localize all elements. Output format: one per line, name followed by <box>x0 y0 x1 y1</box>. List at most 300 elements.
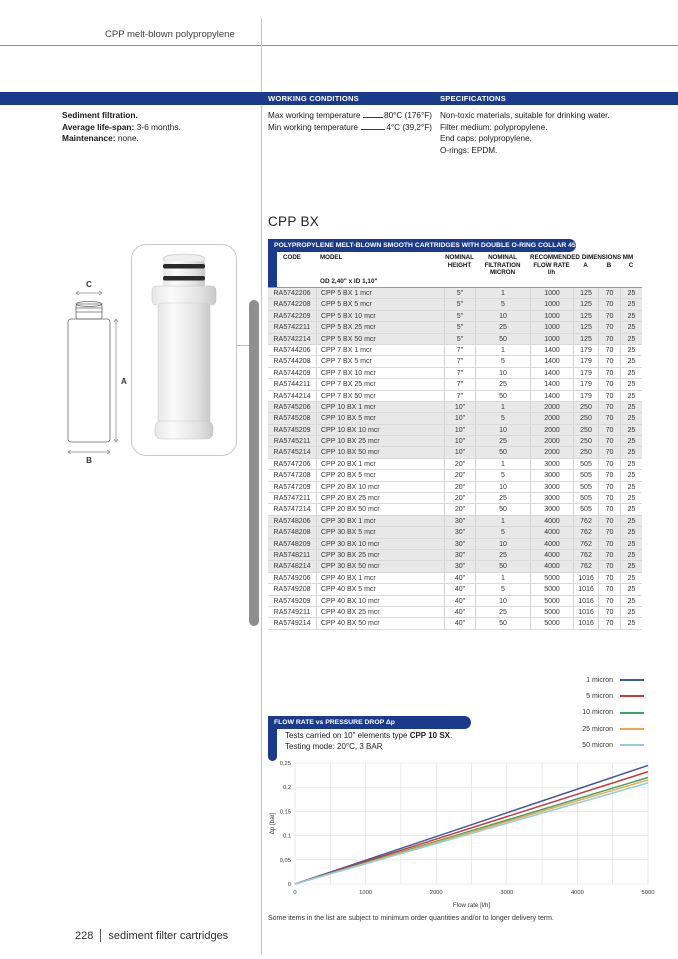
table-cell: 762 <box>573 550 598 560</box>
chart-title-bar: FLOW RATE vs PRESSURE DROP Δp <box>268 716 471 729</box>
intro-block <box>62 110 247 145</box>
legend-label: 25 micron <box>582 725 613 733</box>
table-cell: 70 <box>598 516 620 526</box>
table-row <box>268 345 642 356</box>
table-cell: CPP 5 BX 1 mcr <box>316 288 444 298</box>
table-cell: 2000 <box>530 413 573 423</box>
svg-text:Flow rate [l/h]: Flow rate [l/h] <box>452 902 491 909</box>
table-cell: CPP 7 BX 10 mcr <box>316 368 444 378</box>
svg-text:0,05: 0,05 <box>279 857 291 864</box>
table-cell: 20" <box>444 459 475 469</box>
table-cell: 70 <box>598 311 620 321</box>
col-header-height: NOMINAL HEIGHT <box>445 254 474 269</box>
table-cell: 179 <box>573 356 598 366</box>
table-cell: 25 <box>620 516 642 526</box>
table-cell: 70 <box>598 368 620 378</box>
table-cell: 20" <box>444 504 475 514</box>
table-cell: 70 <box>598 527 620 537</box>
table-cell: 70 <box>598 379 620 389</box>
table-cell: 250 <box>573 413 598 423</box>
col-header-flow: RECOMMENDED FLOW RATE l/h <box>530 254 580 277</box>
table-cell: 20" <box>444 482 475 492</box>
table-cell: 1400 <box>530 356 573 366</box>
legend-swatch <box>620 679 644 681</box>
table-cell: 250 <box>573 402 598 412</box>
table-cell: 25 <box>620 402 642 412</box>
page-footer <box>75 929 228 942</box>
page-number: 228 <box>75 929 94 942</box>
table-cell: 25 <box>620 539 642 549</box>
table-cell: 70 <box>598 322 620 332</box>
table-row <box>268 573 642 584</box>
table-cell: 25 <box>475 436 530 446</box>
table-cell: 30" <box>444 561 475 571</box>
svg-text:0: 0 <box>287 882 291 888</box>
table-cell: 505 <box>573 482 598 492</box>
table-cell: 40" <box>444 584 475 594</box>
intro-line: Average life-span: 3-6 months. <box>62 121 181 132</box>
table-cell: 10" <box>444 402 475 412</box>
table-cell: 179 <box>573 379 598 389</box>
table-cell: 25 <box>620 322 642 332</box>
table-cell: RA5742214 <box>273 335 311 343</box>
product-photo-frame <box>131 244 237 456</box>
table-cell: 70 <box>598 436 620 446</box>
table-cell: 25 <box>620 334 642 344</box>
table-cell: 3000 <box>530 482 573 492</box>
table-cell: CPP 10 BX 25 mcr <box>316 436 444 446</box>
table-row <box>268 527 642 538</box>
intro-title: Sediment filtration. <box>62 110 138 120</box>
table-cell: CPP 20 BX 1 mcr <box>316 459 444 469</box>
col-header-model: MODEL <box>320 254 343 261</box>
table-cell: RA5744208 <box>273 358 311 366</box>
table-cell: 179 <box>573 391 598 401</box>
table-cell: RA5749206 <box>273 574 311 582</box>
table-cell: 1 <box>475 345 530 355</box>
table-cell: 70 <box>598 550 620 560</box>
table-cell: 1016 <box>573 596 598 606</box>
table-cell: RA5749208 <box>273 586 311 594</box>
svg-text:4000: 4000 <box>570 890 584 896</box>
table-cell: CPP 20 BX 50 mcr <box>316 504 444 514</box>
legend-label: 5 micron <box>586 692 613 700</box>
legend-label: 10 micron <box>582 709 613 717</box>
table-cell: RA5748209 <box>273 540 311 548</box>
spec-line: O-rings: EPDM. <box>440 145 498 155</box>
table-cell: RA5745206 <box>273 403 311 411</box>
table-cell: 70 <box>598 459 620 469</box>
table-cell: 70 <box>598 470 620 480</box>
table-cell: 50 <box>475 561 530 571</box>
table-cell: 30" <box>444 516 475 526</box>
table-row <box>268 368 642 379</box>
table-cell: 25 <box>475 493 530 503</box>
table-cell: RA5747211 <box>273 495 311 503</box>
table-cell: 125 <box>573 288 598 298</box>
table-header <box>268 253 642 277</box>
table-cell: 5000 <box>530 618 573 628</box>
svg-text:1000: 1000 <box>359 890 373 896</box>
table-cell: 5 <box>475 470 530 480</box>
table-cell: 1000 <box>530 288 573 298</box>
col-header-c: C <box>628 261 634 269</box>
table-cell: CPP 10 BX 10 mcr <box>316 425 444 435</box>
table-row <box>268 311 642 322</box>
table-cell: 25 <box>620 482 642 492</box>
table-cell: 5000 <box>530 573 573 583</box>
table-cell: 5" <box>444 288 475 298</box>
table-row <box>268 447 642 458</box>
table-cell: RA5745209 <box>273 426 311 434</box>
table-cell: 70 <box>598 482 620 492</box>
table-cell: 25 <box>620 573 642 583</box>
table-cell: RA5744206 <box>273 346 311 354</box>
table-row <box>268 334 642 345</box>
table-row <box>268 550 642 561</box>
table-cell: 70 <box>598 288 620 298</box>
series-title: CPP BX <box>268 214 320 229</box>
table-cell: 30" <box>444 539 475 549</box>
table-cell: RA5744214 <box>273 392 311 400</box>
table-row <box>268 493 642 504</box>
table-cell: 25 <box>475 322 530 332</box>
table-cell: 10 <box>475 311 530 321</box>
table-cell: RA5748208 <box>273 529 311 537</box>
table-cell: CPP 5 BX 25 mcr <box>316 322 444 332</box>
dimension-label-b: B <box>86 456 92 465</box>
table-row <box>268 402 642 413</box>
table-cell: 1 <box>475 516 530 526</box>
table-cell: 25 <box>620 527 642 537</box>
table-cell: CPP 30 BX 25 mcr <box>316 550 444 560</box>
table-cell: 70 <box>598 356 620 366</box>
table-cell: 179 <box>573 345 598 355</box>
table-cell: 40" <box>444 596 475 606</box>
svg-text:0,15: 0,15 <box>279 809 291 816</box>
table-row <box>268 618 642 629</box>
side-tab-bar <box>249 300 259 626</box>
table-cell: CPP 40 BX 10 mcr <box>316 596 444 606</box>
table-cell: 25 <box>620 618 642 628</box>
table-row <box>268 459 642 470</box>
table-cell: RA5747214 <box>273 506 311 514</box>
table-cell: RA5744209 <box>273 369 311 377</box>
table-cell: CPP 20 BX 10 mcr <box>316 482 444 492</box>
table-cell: 25 <box>620 459 642 469</box>
table-row <box>268 561 642 572</box>
table-cell: CPP 5 BX 10 mcr <box>316 311 444 321</box>
spec-line: End caps: polypropylene. <box>440 134 532 144</box>
table-row <box>268 413 642 424</box>
table-cell: 4000 <box>530 516 573 526</box>
table-cell: 25 <box>620 493 642 503</box>
table-cell: 70 <box>598 539 620 549</box>
table-cell: 10 <box>475 368 530 378</box>
model-size-subheader: OD 2,40" x ID 1,10" <box>320 278 378 285</box>
table-cell: CPP 10 BX 5 mcr <box>316 413 444 423</box>
table-cell: 25 <box>620 607 642 617</box>
table-cell: CPP 7 BX 5 mcr <box>316 356 444 366</box>
table-cell: 125 <box>573 299 598 309</box>
table-cell: 70 <box>598 493 620 503</box>
table-cell: 10" <box>444 436 475 446</box>
table-subheader <box>268 277 642 288</box>
table-cell: 25 <box>620 356 642 366</box>
table-cell: RA5749214 <box>273 620 311 628</box>
table-cell: RA5747208 <box>273 472 311 480</box>
table-cell: 5" <box>444 334 475 344</box>
table-cell: 7" <box>444 391 475 401</box>
table-cell: 25 <box>475 379 530 389</box>
table-cell: CPP 30 BX 1 mcr <box>316 516 444 526</box>
table-cell: 3000 <box>530 459 573 469</box>
cartridge-photo <box>132 245 236 455</box>
table-cell: 10 <box>475 539 530 549</box>
table-cell: 1400 <box>530 379 573 389</box>
col-header-filtration: NOMINAL FILTRATION MICRON <box>484 254 521 277</box>
table-cell: 25 <box>620 550 642 560</box>
table-cell: 1000 <box>530 311 573 321</box>
working-condition-row: Min working temperature 4°C (39,2°F) <box>268 122 432 132</box>
table-cell: 1 <box>475 459 530 469</box>
col-header-code: CODE <box>283 254 301 261</box>
table-row <box>268 288 642 299</box>
table-cell: RA5742211 <box>273 324 311 332</box>
table-row <box>268 516 642 527</box>
table-cell: 1000 <box>530 299 573 309</box>
table-cell: CPP 7 BX 25 mcr <box>316 379 444 389</box>
table-cell: CPP 20 BX 5 mcr <box>316 470 444 480</box>
table-cell: 50 <box>475 447 530 457</box>
table-cell: 250 <box>573 425 598 435</box>
table-row <box>268 584 642 595</box>
table-cell: 505 <box>573 493 598 503</box>
table-row <box>268 607 642 618</box>
table-cell: RA5749209 <box>273 597 311 605</box>
table-row <box>268 391 642 402</box>
table-cell: 10" <box>444 447 475 457</box>
table-cell: 2000 <box>530 402 573 412</box>
table-cell: 70 <box>598 618 620 628</box>
table-cell: 70 <box>598 504 620 514</box>
table-cell: 50 <box>475 391 530 401</box>
table-cell: 25 <box>620 311 642 321</box>
table-cell: 70 <box>598 584 620 594</box>
table-cell: 1000 <box>530 322 573 332</box>
table-cell: 3000 <box>530 493 573 503</box>
table-cell: 505 <box>573 504 598 514</box>
leader-line <box>363 117 383 118</box>
table-cell: 25 <box>620 584 642 594</box>
table-cell: 25 <box>475 550 530 560</box>
table-cell: 30" <box>444 527 475 537</box>
table-cell: 7" <box>444 379 475 389</box>
table-cell: 1016 <box>573 573 598 583</box>
working-conditions-block <box>268 110 432 133</box>
table-cell: 7" <box>444 345 475 355</box>
table-cell: 25 <box>620 561 642 571</box>
table-cell: 125 <box>573 311 598 321</box>
table-cell: 762 <box>573 527 598 537</box>
table-cell: 3000 <box>530 504 573 514</box>
table-cell: 25 <box>620 504 642 514</box>
table-cell: CPP 10 BX 50 mcr <box>316 447 444 457</box>
table-cell: 25 <box>620 436 642 446</box>
table-cell: 70 <box>598 391 620 401</box>
spec-line: Filter medium: polypropylene. <box>440 122 548 132</box>
table-cell: 25 <box>620 596 642 606</box>
table-cell: RA5748211 <box>273 551 311 559</box>
table-cell: 25 <box>620 379 642 389</box>
table-cell: 762 <box>573 561 598 571</box>
table-cell: 1 <box>475 573 530 583</box>
table-cell: 1400 <box>530 391 573 401</box>
table-cell: 20" <box>444 470 475 480</box>
col-header-a: A <box>583 261 588 269</box>
column-divider <box>261 18 262 955</box>
legend-item <box>556 688 648 704</box>
cartridge-table-body <box>268 288 642 630</box>
table-cell: CPP 40 BX 5 mcr <box>316 584 444 594</box>
leader-line <box>361 129 385 130</box>
table-cell: 10" <box>444 425 475 435</box>
table-cell: 5 <box>475 356 530 366</box>
chart-subtitle-line2: Testing mode: 20°C, 3 BAR <box>285 742 383 751</box>
table-cell: 70 <box>598 573 620 583</box>
table-cell: RA5744211 <box>273 381 311 389</box>
table-cell: 1 <box>475 402 530 412</box>
legend-swatch <box>620 695 644 697</box>
table-cell: 25 <box>620 288 642 298</box>
legend-swatch <box>620 728 644 730</box>
table-row <box>268 470 642 481</box>
table-cell: 4000 <box>530 561 573 571</box>
table-cell: 20" <box>444 493 475 503</box>
table-cell: 5 <box>475 413 530 423</box>
table-cell: RA5747209 <box>273 483 311 491</box>
svg-text:2000: 2000 <box>429 890 443 896</box>
table-cell: 10 <box>475 596 530 606</box>
table-cell: 70 <box>598 447 620 457</box>
table-cell: 50 <box>475 504 530 514</box>
table-cell: 25 <box>620 447 642 457</box>
table-row <box>268 425 642 436</box>
table-cell: RA5745208 <box>273 415 311 423</box>
table-cell: 70 <box>598 299 620 309</box>
table-cell: 1000 <box>530 334 573 344</box>
table-cell: 505 <box>573 470 598 480</box>
table-cell: 1016 <box>573 618 598 628</box>
table-cell: 5" <box>444 299 475 309</box>
section-band <box>0 92 678 105</box>
table-cell: 5" <box>444 322 475 332</box>
table-row <box>268 482 642 493</box>
table-row <box>268 322 642 333</box>
table-cell: CPP 30 BX 10 mcr <box>316 539 444 549</box>
table-cell: 10" <box>444 413 475 423</box>
cartridge-dimension-drawing <box>50 277 128 467</box>
intro-line: Maintenance: none. <box>62 133 139 144</box>
callout-line <box>236 345 250 346</box>
table-cell: RA5745214 <box>273 449 311 457</box>
chart-subtitle-line1: Tests carried on 10" elements type CPP 10 SX. <box>285 731 453 740</box>
svg-text:0,25: 0,25 <box>279 761 291 767</box>
table-cell: 5 <box>475 527 530 537</box>
table-cell: RA5748206 <box>273 517 311 525</box>
footer-divider <box>100 929 101 942</box>
table-cell: 5000 <box>530 584 573 594</box>
page-header-label: CPP melt-blown polypropylene <box>105 29 235 40</box>
table-cell: 10 <box>475 482 530 492</box>
table-cell: 4000 <box>530 539 573 549</box>
table-row <box>268 539 642 550</box>
spec-line: Non-toxic materials, suitable for drinking water. <box>440 111 610 120</box>
svg-text:0,1: 0,1 <box>282 833 291 840</box>
working-condition-row: Max working temperature 80°C (176°F) <box>268 111 432 120</box>
table-cell: RA5742209 <box>273 312 311 320</box>
legend-label: 1 micron <box>586 676 613 684</box>
table-cell: 5000 <box>530 607 573 617</box>
table-cell: 762 <box>573 539 598 549</box>
header-rule <box>0 45 678 46</box>
table-cell: CPP 30 BX 50 mcr <box>316 561 444 571</box>
table-row <box>268 356 642 367</box>
table-cell: 40" <box>444 618 475 628</box>
table-cell: 125 <box>573 322 598 332</box>
table-cell: 2000 <box>530 436 573 446</box>
dimension-label-c: C <box>86 280 92 289</box>
table-cell: RA5747206 <box>273 460 311 468</box>
table-cell: CPP 7 BX 1 mcr <box>316 345 444 355</box>
table-cell: 40" <box>444 607 475 617</box>
cartridge-table <box>268 253 642 630</box>
table-title-bar: POLYPROPYLENE MELT-BLOWN SMOOTH CARTRIDGES WITH DOUBLE O-RING COLLAR 45 MM <box>268 239 576 252</box>
table-row <box>268 596 642 607</box>
table-cell: 250 <box>573 447 598 457</box>
table-cell: 70 <box>598 561 620 571</box>
table-cell: RA5742206 <box>273 290 311 297</box>
table-cell: 70 <box>598 607 620 617</box>
table-cell: 7" <box>444 368 475 378</box>
table-cell: 10 <box>475 425 530 435</box>
table-cell: 4000 <box>530 527 573 537</box>
table-cell: 5000 <box>530 596 573 606</box>
table-cell: 505 <box>573 459 598 469</box>
flow-chart-svg <box>266 752 658 912</box>
legend-swatch <box>620 744 644 746</box>
table-cell: RA5745211 <box>273 438 311 446</box>
svg-text:0,2: 0,2 <box>282 785 291 792</box>
table-cell: CPP 5 BX 5 mcr <box>316 299 444 309</box>
svg-text:Δp [bar]: Δp [bar] <box>269 812 276 835</box>
svg-text:5000: 5000 <box>641 890 655 896</box>
chart-subtitle-model: CPP 10 SX <box>409 731 451 740</box>
table-cell: CPP 10 BX 1 mcr <box>316 402 444 412</box>
table-cell: 25 <box>620 425 642 435</box>
table-cell: 25 <box>620 368 642 378</box>
dimension-label-a: A <box>121 377 127 386</box>
table-cell: 40" <box>444 573 475 583</box>
table-cell: 3000 <box>530 470 573 480</box>
legend-swatch <box>620 712 644 714</box>
table-cell: 25 <box>620 413 642 423</box>
col-header-dimensions: DIMENSIONS MM A B C <box>573 253 642 277</box>
table-row <box>268 504 642 515</box>
table-cell: 4000 <box>530 550 573 560</box>
table-cell: 70 <box>598 345 620 355</box>
table-cell: 25 <box>620 470 642 480</box>
